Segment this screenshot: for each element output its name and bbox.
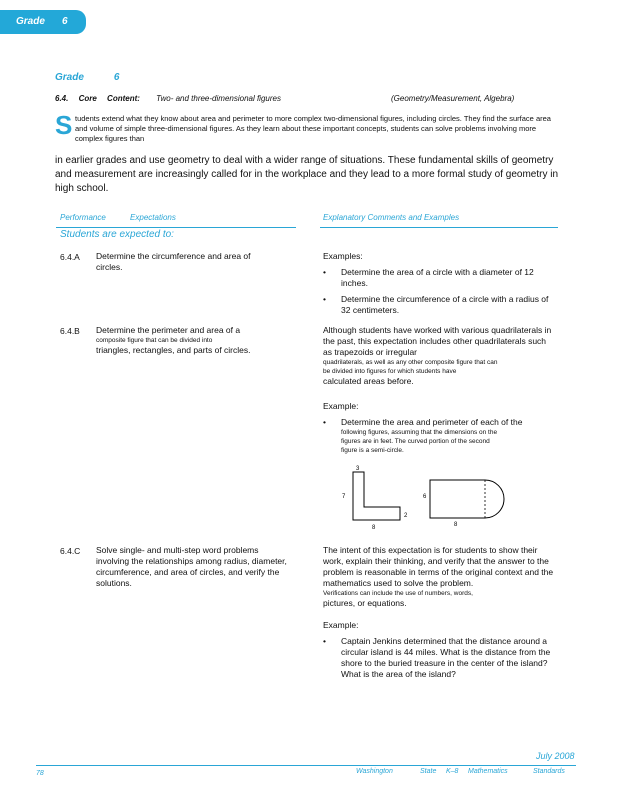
label-left: 7 xyxy=(342,494,346,500)
bullet-dot: • xyxy=(323,636,326,646)
section-grade-number: 6 xyxy=(113,72,120,83)
item-a-bullet-1: Determine the area of a circle with a diameter of 12 inches. xyxy=(341,267,534,288)
label-right: 2 xyxy=(404,513,408,519)
left-head-b: Expectations xyxy=(130,213,176,222)
item-c-comment xyxy=(323,545,559,609)
item-c-example-label: Example: xyxy=(323,620,359,630)
item-c-text: Solve single- and multi-step word problems involving the relationships among radius, diameter, circumference, and area of circles, and verify the solutions. xyxy=(96,545,287,588)
item-b-code: 6.4.B xyxy=(60,326,80,336)
item-b-text-small: composite figure that can be divided into xyxy=(96,337,213,344)
tab-grade-label: Grade xyxy=(16,16,45,27)
footer-rule xyxy=(36,765,576,766)
footer-standards: Standards xyxy=(533,768,565,775)
rect-semicircle-figure xyxy=(430,480,504,518)
left-head-rule xyxy=(56,227,296,228)
item-a-examples-label: Examples: xyxy=(323,251,363,261)
item-b-text-b: triangles, rectangles, and parts of circles. xyxy=(96,345,251,355)
item-a-code: 6.4.A xyxy=(60,252,80,262)
footer-page-number: 78 xyxy=(36,770,44,777)
footer-date: July 2008 xyxy=(536,751,575,761)
item-b-bullet-small: following figures, assuming that the dimensions on the figures are in feet. The curved portion of the second figure is a semi-circle. xyxy=(341,429,498,454)
item-b-text-a: Determine the perimeter and area of a xyxy=(96,325,241,335)
footer-washington: Washington xyxy=(356,768,393,775)
right-head-rule xyxy=(320,227,558,228)
expected-line: Students are expected to: xyxy=(60,229,174,240)
footer-mathematics: Mathematics xyxy=(468,768,508,775)
label-top: 3 xyxy=(356,466,360,472)
item-b-comment-a: Although students have worked with various quadrilaterals in the past, this expectation includes other quadrilaterals such as trapezoids or irregular xyxy=(323,325,552,357)
label-bottom: 8 xyxy=(372,525,376,531)
core-label: Core xyxy=(78,94,97,103)
section-grade xyxy=(55,72,119,83)
bullet-dot: • xyxy=(323,294,326,304)
item-c-comment-small: Verifications can include the use of numbers, words, xyxy=(323,590,473,597)
left-column-head xyxy=(60,213,176,222)
core-content-line xyxy=(55,94,555,103)
footer-grades: K–8 xyxy=(446,768,459,775)
item-c-code: 6.4.C xyxy=(60,546,81,556)
topic: Two- and three-dimensional figures xyxy=(156,94,281,103)
item-b-comment-small: quadrilaterals, as well as any other composite figure that can be divided into figures for which students have xyxy=(323,359,498,375)
label-shape2-bottom: 8 xyxy=(454,522,458,528)
item-b-comment-b: calculated areas before. xyxy=(323,376,414,386)
strands: (Geometry/Measurement, Algebra) xyxy=(391,94,515,103)
label-shape2-left: 6 xyxy=(423,494,427,500)
grade-tab xyxy=(0,10,86,34)
bullet-dot: • xyxy=(323,417,326,427)
composite-figures xyxy=(320,462,520,532)
item-a-bullet-2: Determine the circumference of a circle with a radius of 32 centimeters. xyxy=(341,294,549,315)
item-b-comment xyxy=(323,325,555,387)
section-code: 6.4. xyxy=(55,94,69,103)
item-a-text: Determine the circumference and area of circles. xyxy=(96,251,251,272)
content-label: Content: xyxy=(107,94,140,103)
tab-grade-number: 6 xyxy=(62,16,68,27)
item-c-bullet: Captain Jenkins determined that the distance around a circular island is 44 miles. What is the distance from the shore to the buried treasure in the center of the island? What is the area of the island? xyxy=(341,636,551,679)
l-shape-figure xyxy=(353,472,400,520)
intro-large-text: in earlier grades and use geometry to deal with a wider range of situations. These fundamental skills of geometry and measurement are increasingly called for in the workplace and they lead to a more formal study of geometry in high school. xyxy=(55,155,559,194)
section-grade-label: Grade xyxy=(55,72,84,83)
item-b-example-label: Example: xyxy=(323,401,359,411)
item-c-comment-a: The intent of this expectation is for students to show their work, explain their thinking, and verify that the answer to the problem is reasonable in terms of the original context and the mathematics used to solve the problem. xyxy=(323,545,554,588)
item-b-bullet-a: Determine the area and perimeter of each of the xyxy=(341,417,523,427)
right-column-head: Explanatory Comments and Examples xyxy=(323,213,460,222)
left-head-a: Performance xyxy=(60,213,106,222)
footer-state: State xyxy=(420,768,437,775)
item-b-text xyxy=(96,325,281,356)
intro-small-text: tudents extend what they know about area and perimeter to more complex two-dimensional figures, including circles. They find the surface area and volume of simple three-dimensional figures. As they learn about these important concepts, students can solve problems involving more complex figures than xyxy=(75,114,551,143)
bullet-dot: • xyxy=(323,267,326,277)
item-b-bullet xyxy=(341,417,555,455)
intro-paragraph xyxy=(55,110,560,144)
item-c-comment-b: pictures, or equations. xyxy=(323,598,407,608)
dropcap: S xyxy=(55,110,73,140)
